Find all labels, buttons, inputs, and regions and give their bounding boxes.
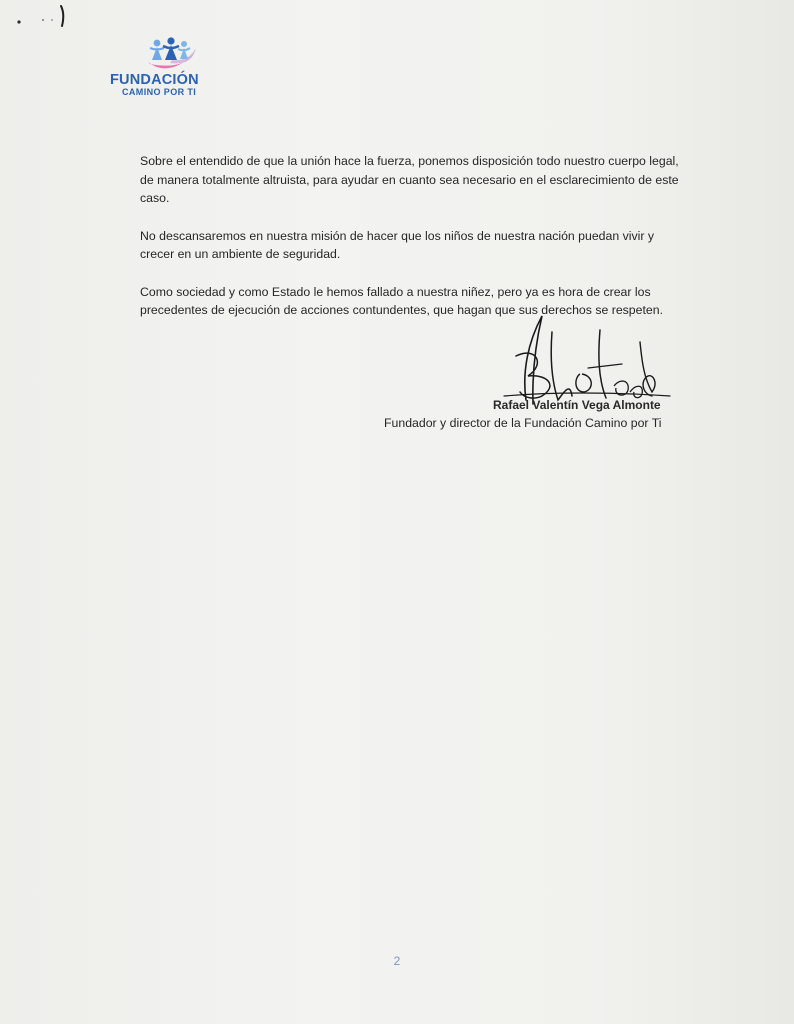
page-number: 2: [393, 954, 401, 968]
signer-name: Rafael Valentín Vega Almonte: [493, 398, 661, 412]
scan-artifact-marks: [14, 4, 84, 30]
foundation-logo-icon: [142, 36, 200, 74]
letter-paragraph: No descansaremos en nuestra misión de hacer que los niños de nuestra nación puedan vivir y crecer en un ambiente de seguridad.: [140, 228, 655, 261]
logo-name: FUNDACIÓN: [110, 72, 199, 88]
letter-body: [140, 152, 680, 339]
signer-title: Fundador y director de la Fundación Camino por Ti: [384, 416, 662, 430]
logo-tagline: CAMINO POR TI: [122, 87, 197, 97]
letter-paragraph: Sobre el entendido de que la unión hace la fuerza, ponemos disposición todo nuestro cuerpo legal, de manera totalmente altruista, para ayudar en cuanto sea necesario en el esclarecimiento de este caso.: [140, 154, 679, 205]
letter-paragraph: Como sociedad y como Estado le hemos fallado a nuestra niñez, pero ya es hora de crear los precedentes de ejecución de acciones contundentes, que hagan que sus derechos se respeten.: [140, 284, 663, 317]
foundation-logo: [108, 36, 228, 100]
